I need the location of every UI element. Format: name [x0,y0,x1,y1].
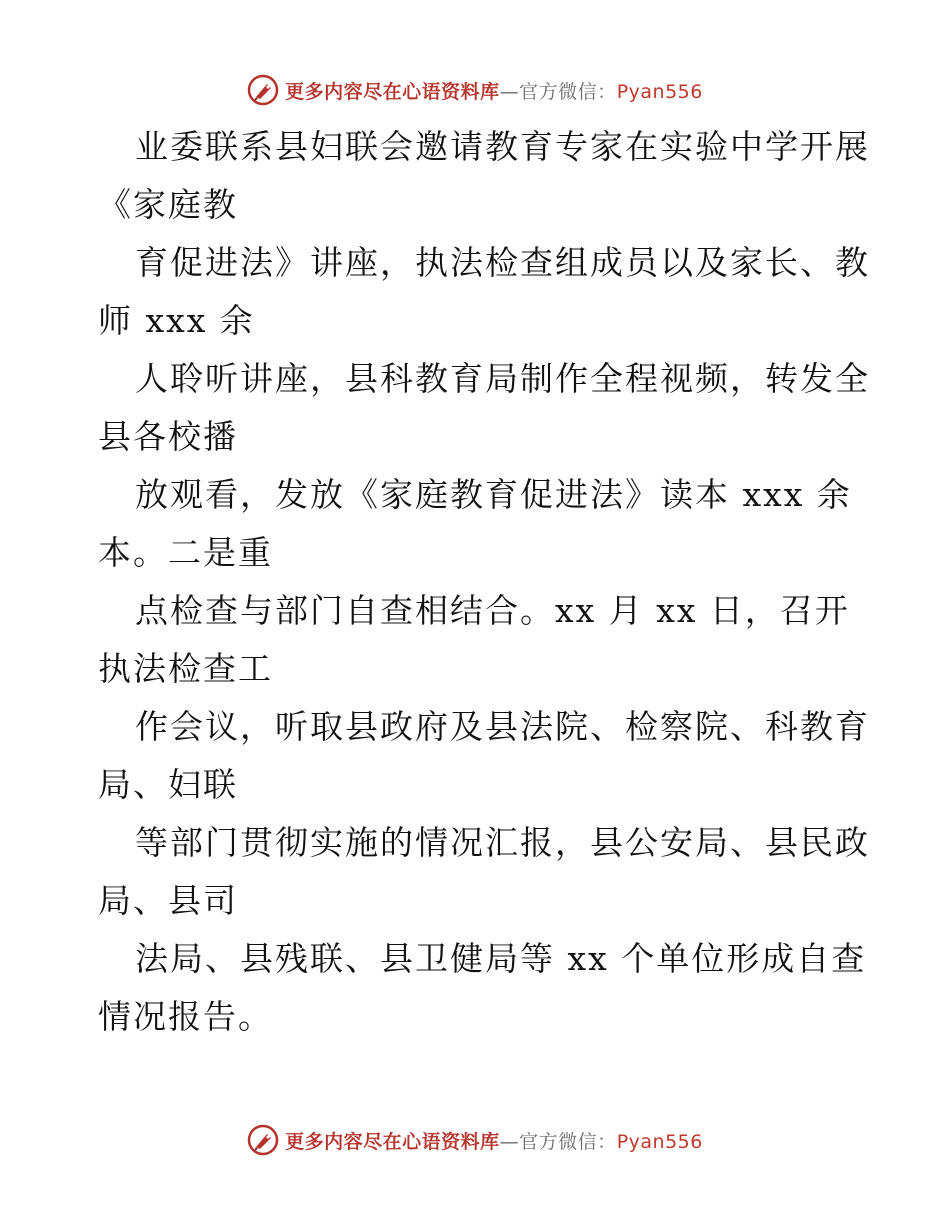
text-line: 县各校播 [98,417,238,456]
text-line: 作会议，听取县政府及县法院、检察院、科教育 [135,707,870,746]
watermark-wechat-id: Pyan556 [616,1130,703,1153]
text-line: 育促进法》讲座，执法检查组成员以及家长、教 [135,243,870,282]
text-line: 师 xxx 余 [98,301,255,340]
text-line: 局、妇联 [98,765,238,804]
text-line: 本。二是重 [98,533,273,572]
watermark-wechat-id: Pyan556 [616,80,703,103]
text-line: 点检查与部门自查相结合。xx 月 xx 日，召开 [135,591,850,630]
text-line: 人聆听讲座，县科教育局制作全程视频，转发全 [135,359,870,398]
watermark-wechat-label: 官方微信： [519,1130,617,1153]
text-line: 放观看，发放《家庭教育促进法》读本 xxx 余 [135,475,852,514]
watermark-brand: 更多内容尽在心语资料库 [285,80,500,103]
pen-nib-logo-icon [247,74,279,106]
text-line: 法局、县残联、县卫健局等 xx 个单位形成自查 [135,939,867,978]
text-line: 执法检查工 [98,649,273,688]
text-line: 《家庭教 [98,185,238,224]
pen-nib-logo-icon [247,1124,279,1156]
text-line: 情况报告。 [98,997,273,1036]
text-line: 等部门贯彻实施的情况汇报，县公安局、县民政 [135,823,870,862]
document-body [98,118,870,1046]
header-watermark [0,70,950,110]
watermark-dash: — [499,1130,520,1153]
text-line: 业委联系县妇联会邀请教育专家在实验中学开展 [135,127,870,166]
watermark-wechat-label: 官方微信： [519,80,617,103]
watermark-text [285,1127,703,1154]
watermark-text [285,77,703,104]
footer-watermark [0,1120,950,1160]
text-line: 局、县司 [98,881,238,920]
watermark-brand: 更多内容尽在心语资料库 [285,1130,500,1153]
watermark-dash: — [499,80,520,103]
